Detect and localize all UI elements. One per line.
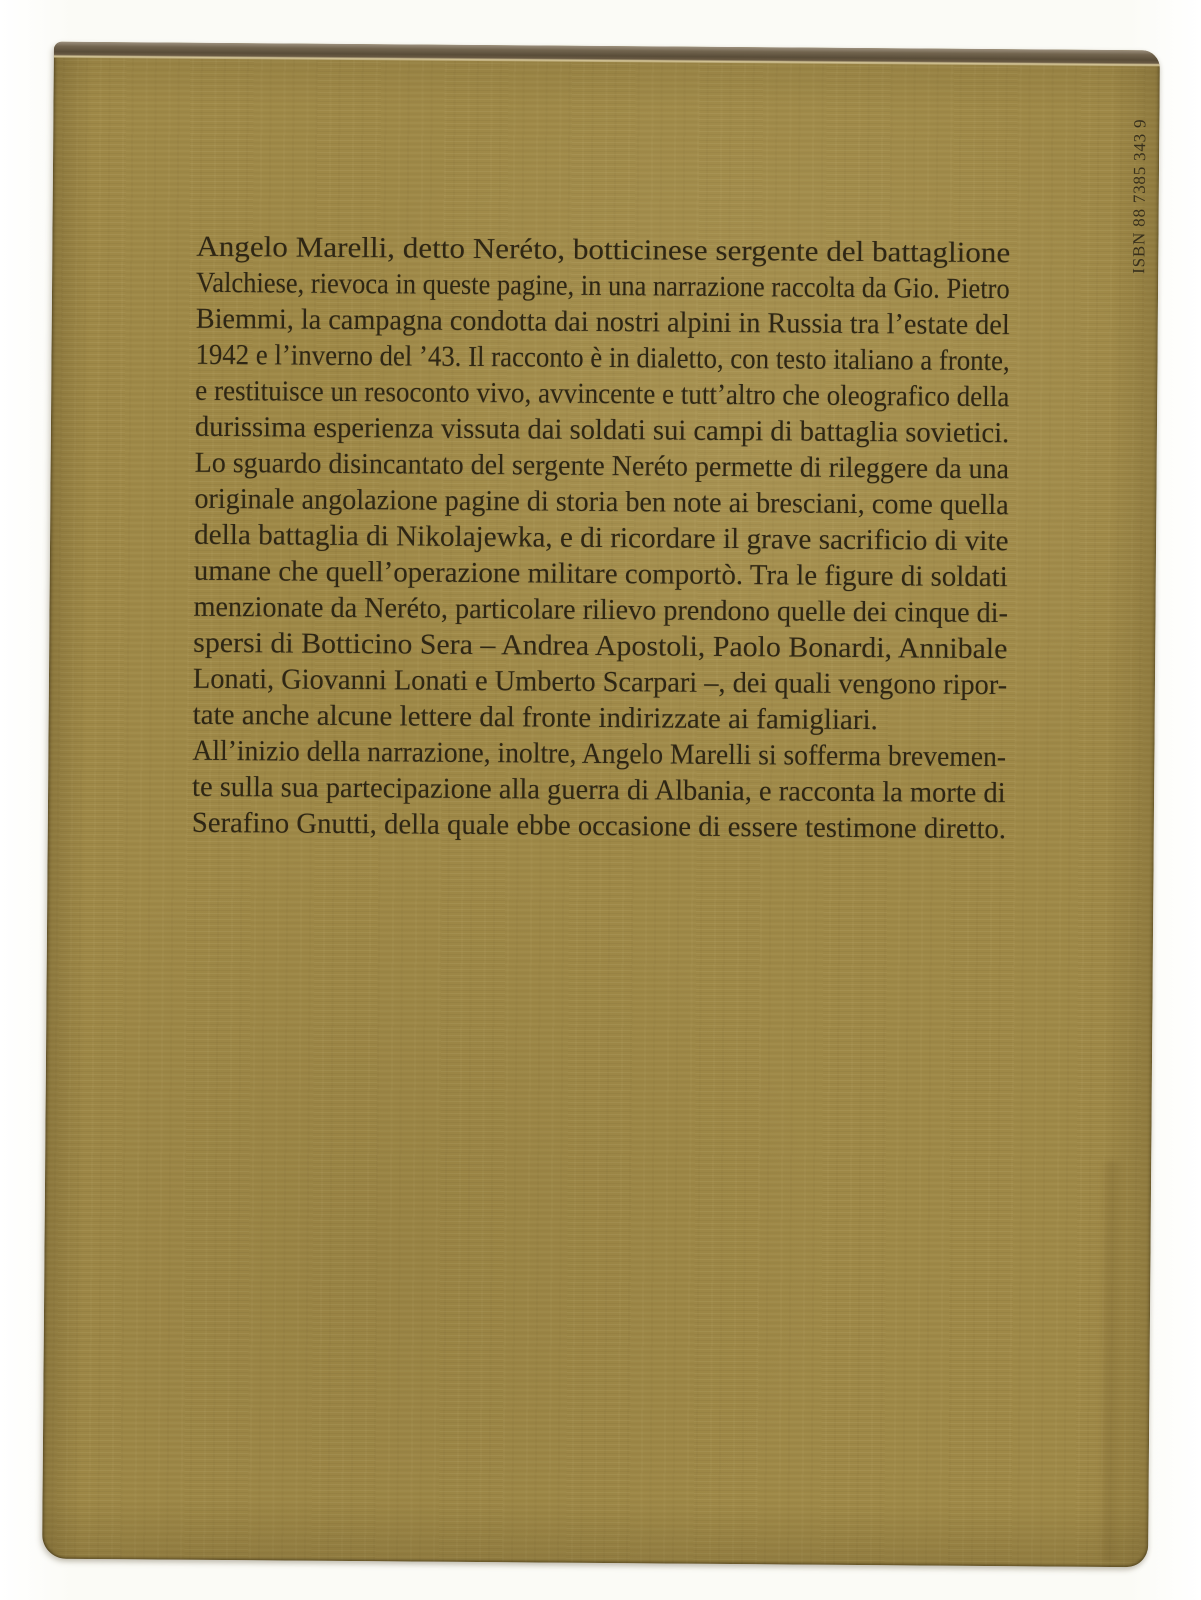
- blurb-line: 1942 e l’inverno del ’43. Il racconto è in dialetto, con testo italiano a fronte,: [195, 338, 1010, 378]
- blurb-line: Angelo Marelli, detto Neréto, botticinese sergente del battaglione: [196, 230, 1011, 270]
- blurb-line: della battaglia di Nikolajewka, e di ricordare il grave sacrificio di vite: [193, 518, 1009, 558]
- blurb-line: Lo sguardo disincantato del sergente Neréto permette di rileggere da una: [194, 446, 1010, 486]
- blurb-line: originale angolazione pagine di storia ben note ai bresciani, come quella: [194, 482, 1009, 522]
- blurb-line: Lonati, Giovanni Lonati e Umberto Scarpari –, dei quali vengono ripor-: [192, 662, 1008, 702]
- blurb-line: te sulla sua partecipazione alla guerra di Albania, e racconta la morte di: [192, 770, 1006, 810]
- book-back-cover: [42, 42, 1160, 1568]
- blurb-line: e restituisce un resoconto vivo, avvincente e tutt’altro che oleografico della: [195, 374, 1010, 414]
- blurb-line: tate anche alcune lettere dal fronte indirizzate ai famigliari.: [192, 698, 878, 737]
- blurb-line: All’inizio della narrazione, inoltre, Angelo Marelli si sofferma brevemen-: [192, 734, 1007, 774]
- cover-stain-streak: [1096, 1161, 1125, 1561]
- blurb-line: spersi di Botticino Sera – Andrea Apostoli, Paolo Bonardi, Annibale: [193, 626, 1008, 666]
- blurb-line: menzionate da Neréto, particolare rilievo prendono quelle dei cinque di-: [193, 590, 1009, 630]
- blurb-line: durissima esperienza vissuta dai soldati sui campi di battaglia sovietici.: [194, 410, 1010, 450]
- blurb-line: umane che quell’operazione militare comportò. Tra le figure di soldati: [193, 554, 1008, 594]
- blurb-text-block: [192, 229, 1011, 847]
- blurb-line: Biemmi, la campagna condotta dai nostri alpini in Russia tra l’estate del: [195, 302, 1010, 342]
- isbn-text: ISBN 88 7385 343 9: [1129, 118, 1150, 274]
- blurb-line: Serafino Gnutti, della quale ebbe occasione di essere testimone diretto.: [191, 806, 1007, 846]
- isbn-label: [1129, 119, 1150, 274]
- blurb-line: Valchiese, rievoca in queste pagine, in una narrazione raccolta da Gio. Pietro: [195, 266, 1010, 306]
